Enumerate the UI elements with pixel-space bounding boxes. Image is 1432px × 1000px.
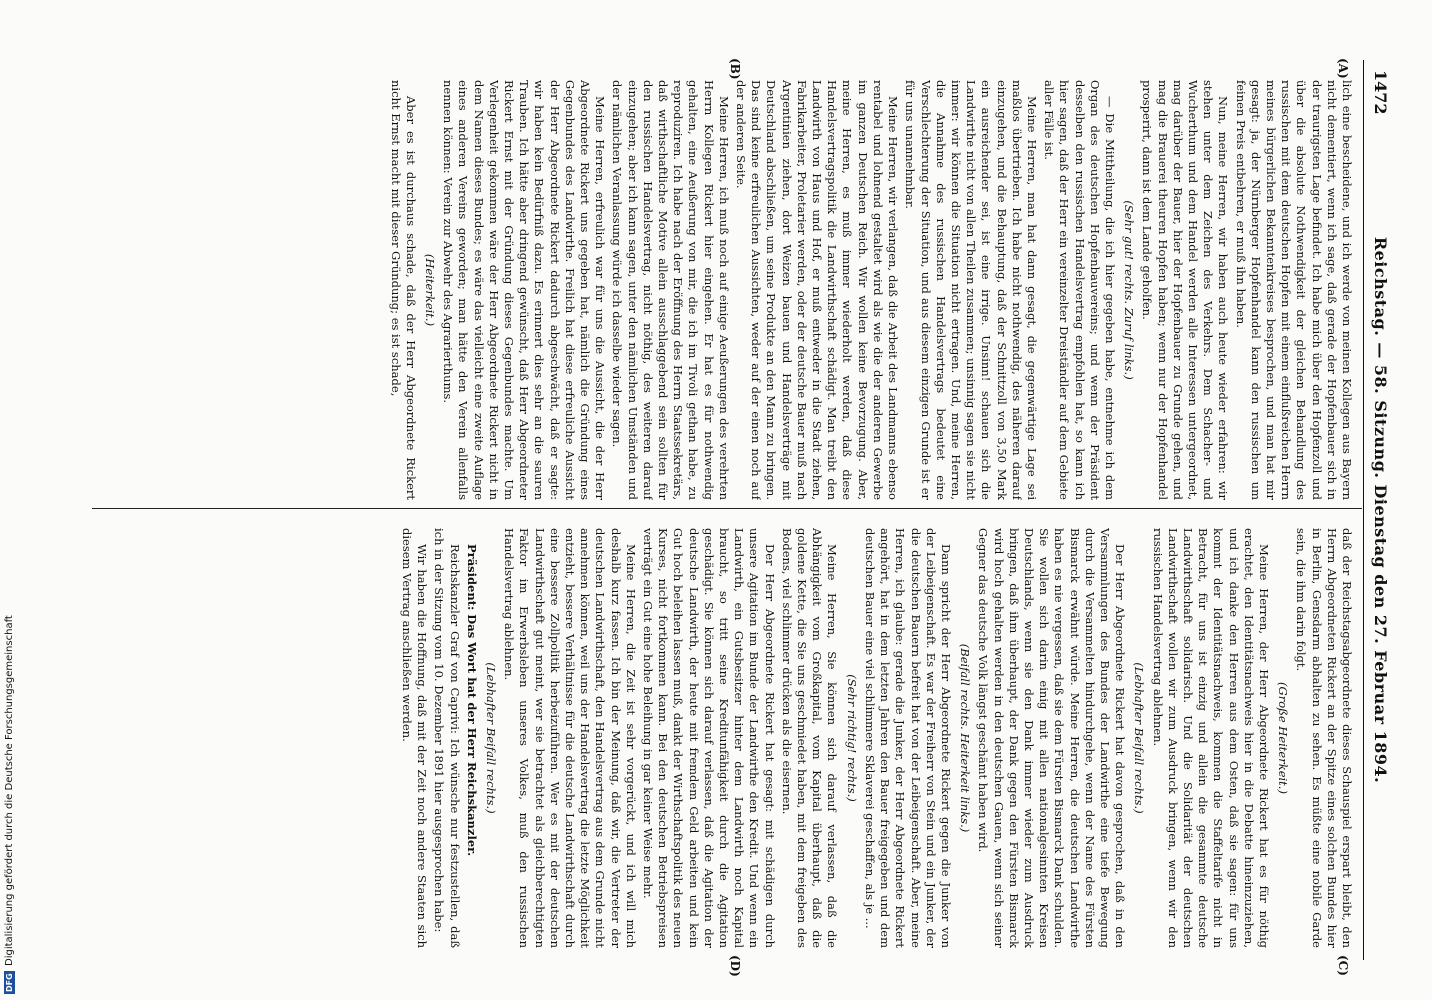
marker-a: (A) bbox=[1336, 58, 1350, 79]
interjection: (Lebhafter Beifall rechts.) bbox=[1132, 662, 1147, 814]
paragraph: Meine Herren, man hat dann gesagt, die gegenwärtige Lage sei maßlos übertrieben. Ich habe nicht nothwendig, des näheren darauf einzugehen, und die Behauptung, daß der Schnittzoll von 3,50 Mark ein ausreichender sei, ist eine irrige. Unsinn! schauen sich die Landwirthe nicht von allen Theilen zusammen; unsinnig sagen sie nicht immer: wir können die Situation nicht ertragen. Und, meine Herren, die Annahme des russischen Handelsvertrags bedeutet eine Verschlechterung der Situation, und aus diesem einzigen Grunde ist er für uns unannehmbar. bbox=[903, 80, 1039, 500]
interjection: (Lebhafter Beifall rechts.) bbox=[484, 662, 499, 814]
paragraph: Meine Herren, wir verlangen, daß die Arbeit des Landmanns ebenso rentabel und lohnend gestaltet wird als wie die der anderen Gewerbe im ganzen Deutschen Reich. Wir wollen keine Bevorzugung. Aber, meine Herren, es muß immer wiederholt werden, daß diese Handelsvertragspolitik die Landwirthschaft schädigt. Man treibt den Landwirth von Haus und Hof, er muß entweder in die Stadt ziehen, Fabrikarbeiter, Proletarier werden, oder der deutsche Bauer muß nach Argentinien ziehen, dort Weizen bauen und Handelsverträge mit Deutschland abschließen, um seine Produkte an den Mann zu bringen. Das sind keine erfreulichen Aussichten, weder auf der einen noch auf der anderen Seite. bbox=[734, 80, 901, 500]
marker-c: (C) bbox=[1336, 955, 1350, 976]
footer-strip bbox=[0, 0, 22, 1000]
paragraph: Der Herr Abgeordnete Rickert hat gesagt: mit schädigen durch unsere Agitation im Bunde der Landwirthe den Kredit. Und wenn ein Landwirth, ein Gutsbesitzer hinter dem Landwirth noch Kapital braucht, so tritt seine Kreditunfähigkeit durch die Agitation geschädigt. Sie können sich darauf verlassen, daß die Agitation der deutsche Landwirth, der heute mit fremdem Geld arbeiten und kein Gut hoch beleihen lassen muß, dankt der Wirthschaftspolitik des neuen Kurses, nicht fortkommen kann. Bei den deutschen Betriebspreisen verträgt ein Gut eine hohe Beleihung in gar keiner Weise mehr. bbox=[641, 528, 777, 948]
column-divider bbox=[92, 508, 1362, 509]
paragraph: Meine Herren, die Zeit ist sehr vorgerückt, und ich will mich deshalb kurz fassen. Ich bin der Meinung, daß wir, die Vertreter der deutschen Landwirthschaft, den Handelsvertrag aus dem Grunde nicht annehmen können, weil uns der Handelsvertrag die letzte Möglichkeit entzieht, bessere Verhältnisse für die deutsche Landwirthschaft durch eine bessere Zollpolitik herbeizuführen. Wer es mit der deutschen Landwirthschaft gut meint, wer sie betrachtet als gleichberechtigten Faktor im Erwerbsleben unseres Volkes, muß den russischen Handelsvertrag ablehnen. bbox=[502, 528, 638, 948]
dfg-logo: DFG bbox=[5, 973, 14, 992]
page-title: Reichstag. — 58. Sitzung. Dienstag den 27. Februar 1894. bbox=[1371, 236, 1390, 784]
marker-b: (B) bbox=[728, 58, 742, 80]
paragraph: Aber es ist durchaus schade, daß der Herr Abgeordnete Rickert nicht Ernst macht mit dieser Gründung; es ist schade, bbox=[388, 80, 418, 500]
interjection: (Beifall rechts. Heiterkeit links.) bbox=[958, 643, 973, 833]
paragraph: Meine Herren, ich muß noch auf einige Aeußerungen des verehrten Herrn Kollegen Rickert hier eingehen. Er hat es für nothwendig gehalten, eine Aeußerung von mir, die ich im Tivoli gethan habe, zu reproduziren. Ich habe nach der Eröffnung des Herrn Staatssekretärs, daß wirthschaftliche Motive allein ausschlaggebend sein sollten für den russischen Handelsvertrag, nicht nöthig, des weiteren darauf einzugehen; aber ich kann sagen, unter den nämlichen Umständen und der nämlichen Veranlassung würde ich dasselbe wieder sagen. bbox=[610, 80, 731, 500]
right-column bbox=[94, 528, 1354, 948]
paragraph: daß der Reichstagsabgeordnete dieses Schauspiel erspart bleibt, den Herrn Abgeordneten Rickert an der Spitze eines solchen Bundes hier in Berlin, Gensdarm abhalten zu sehen. Es müßte eine nobile Garde sein, die ihm darin folgt. bbox=[1294, 528, 1354, 948]
paragraph: Meine Herren, der Herr Abgeordnete Rickert hat es für nöthig erachtet, den Identitätsnachweis hier in die Debatte hineinzuziehen, und ich danke den Herren aus dem Osten, daß sie sagen: für uns kommt der Identitätsnachweis, kommen die Staffeltarife nicht in Betracht, für uns ist einzig und allein die gesammte deutsche Landwirthschaft solidarisch. Und die Solidarität der deutschen Landwirthschaft wollen wir zum Ausdruck bringen, wenn wir den russischen Handelsvertrag ablehnen. bbox=[1150, 528, 1271, 948]
footer-strip-wrapper bbox=[0, 0, 22, 1000]
header-rule bbox=[1363, 60, 1364, 960]
paragraph: Meine Herren, erfreulich war für uns die Aussicht, die der Herr Abgeordnete Rickert uns gegeben hat, nämlich die Gründung eines Gegenbundes des Landwirthe. Freilich hat diese erfreuliche Aussicht der Herr Abgeordnete Rickert dadurch abgeschwächt, daß er sagte: wir haben kein Bedürfniß dazu. Es erinnert dies sehr an die sauren Trauben. Ich hätte aber dringend gewünscht, daß Herr Abgeordneter Rickert Ernst mit der Gründung dieses Gegenbundes machte. Um Verlegenheit gekommen wäre der Herr Abgeordnete Rickert nicht in dem Namen dieses Bundes; es wäre das vielleicht eine zweite Auflage eines anderen Vereins geworden; man hätte den Verein allenfalls nennen können: Verein zur Abwehr des Agrarierthums. bbox=[441, 80, 608, 500]
interjection: (Sehr richtig! rechts.) bbox=[844, 674, 859, 802]
paragraph: Wir haben die Hoffnung, daß mit der Zeit noch andere Staaten sich diesem Vertrag anschließen werden. bbox=[400, 528, 430, 948]
paragraph: Der Herr Abgeordnete Rickert hat davon gesprochen, daß in den Versammlungen des Bundes der Landwirthe eine tiefe Bewegung durch die Versammelten hindurchgehe, wenn der Name des Fürsten Bismarck erwähnt würde. Meine Herren, die deutschen Landwirthe haben es nie vergessen, daß sie dem Fürsten Bismarck Dank schulden. Sie wollen sich darin einig mit allen nationalgesinnten Kreisen Deutschlands, wenn sie den Dank immer wieder zum Ausdruck bringen, daß ihm überhaupt, der Dank gegen den Fürsten Bismarck wird hoch gehalten werden in den deutschen Gauen, wenn sich seiner Gegner das deutsche Volk längst geschämt haben wird. bbox=[976, 528, 1128, 948]
paragraph: Reichskanzler Graf von Caprivi: Ich wünsche nur festzustellen, daß ich in der Sitzung vom 10. Dezember 1891 hier ausgesprochen habe: bbox=[432, 528, 462, 948]
page-header bbox=[1360, 70, 1390, 950]
left-column bbox=[94, 80, 1354, 500]
marker-d: (D) bbox=[728, 955, 742, 977]
speaker-line: Präsident: Das Wort hat der Herr Reichskanzler. bbox=[464, 544, 479, 857]
paragraph: Nun, meine Herren, wir haben auch heute wieder erfahren: wir stehen unter dem Zeichen des Verkehrs. Dem Schacher- und Wucherthum und dem Handel werden alle Interessen untergeordnet, mag darüber der Bauer, hier der Hopfenbauer zu Grunde gehen, und mag die Brauerei theuren Hopfen haben; wenn nur der Hopfenhandel prosperirt, dann ist dem Lande geholfen. bbox=[1140, 80, 1231, 500]
paragraph: Dann spricht der Herr Abgeordnete Rickert gegen die Junker von der Leibeigenschaft. Es war der Freiherr von Stein und ein Junker, der die deutschen Bauern befreit hat von der Leibeigenschaft. Aber, meine Herren, ich glaube: gerade die Junker, der Herr Abgeordnete Rickert angehört, hat in dem letzten Jahren den Bauer freigegeben und dem deutschen Bauer eine viel schlimmere Sklaverei geschaffen, als je ... bbox=[862, 528, 953, 948]
paragraph: — Die Mittheilung, die ich hier gegeben habe, entnehme ich dem Organ des deutschen Hopfenbauvereins; und wenn der Präsident desselben den russischen Handelsvertrag empfohlen hat, so kann ich hier sagen, daß der Herr ein vereinzelter Dreiständler auf dem Gebiete aller Fälle ist. bbox=[1042, 80, 1117, 500]
interjection: (Sehr gut! rechts. Zuruf links.) bbox=[1122, 200, 1137, 380]
page-number: 1472 bbox=[1371, 70, 1390, 115]
interjection: (Heiterkeit.) bbox=[423, 253, 438, 327]
paragraph: lich eine bescheidene, und ich werde von meinen Kollegen aus Bayern nicht dementiert, wenn ich sage, daß gerade der Hopfenbauer sich in der traurigsten Lage befindet. Ich habe mich über den Hopfenzoll und über die absolute Nothwendigkeit der gleichen Behandlung des russischen mit dem deutschen Hopfen mit einem einflußreichen Herrn meines bürgerlichen Bekanntenkreises besprochen, und man hat mir gesagt: ja, der Nürnberger Hopfenhandel kann den russischen um feinen Preis entbehren, er muß ihn haben. bbox=[1233, 80, 1354, 500]
interjection: (Große Heiterkeit.) bbox=[1276, 682, 1291, 794]
footer-text: Digitalisierung gefördert durch die Deutsche Forschungsgemeinschaft bbox=[4, 615, 15, 966]
paragraph: Meine Herren, Sie können sich darauf verlassen, daß die Abhängigkeit vom Großkapital, vom Kapital überhaupt, daß die goldene Kette, die Sie uns geschmiedet haben, mit dem freigeben des Bodens, viel schlimmer drücken als die eisernen. bbox=[779, 528, 840, 948]
